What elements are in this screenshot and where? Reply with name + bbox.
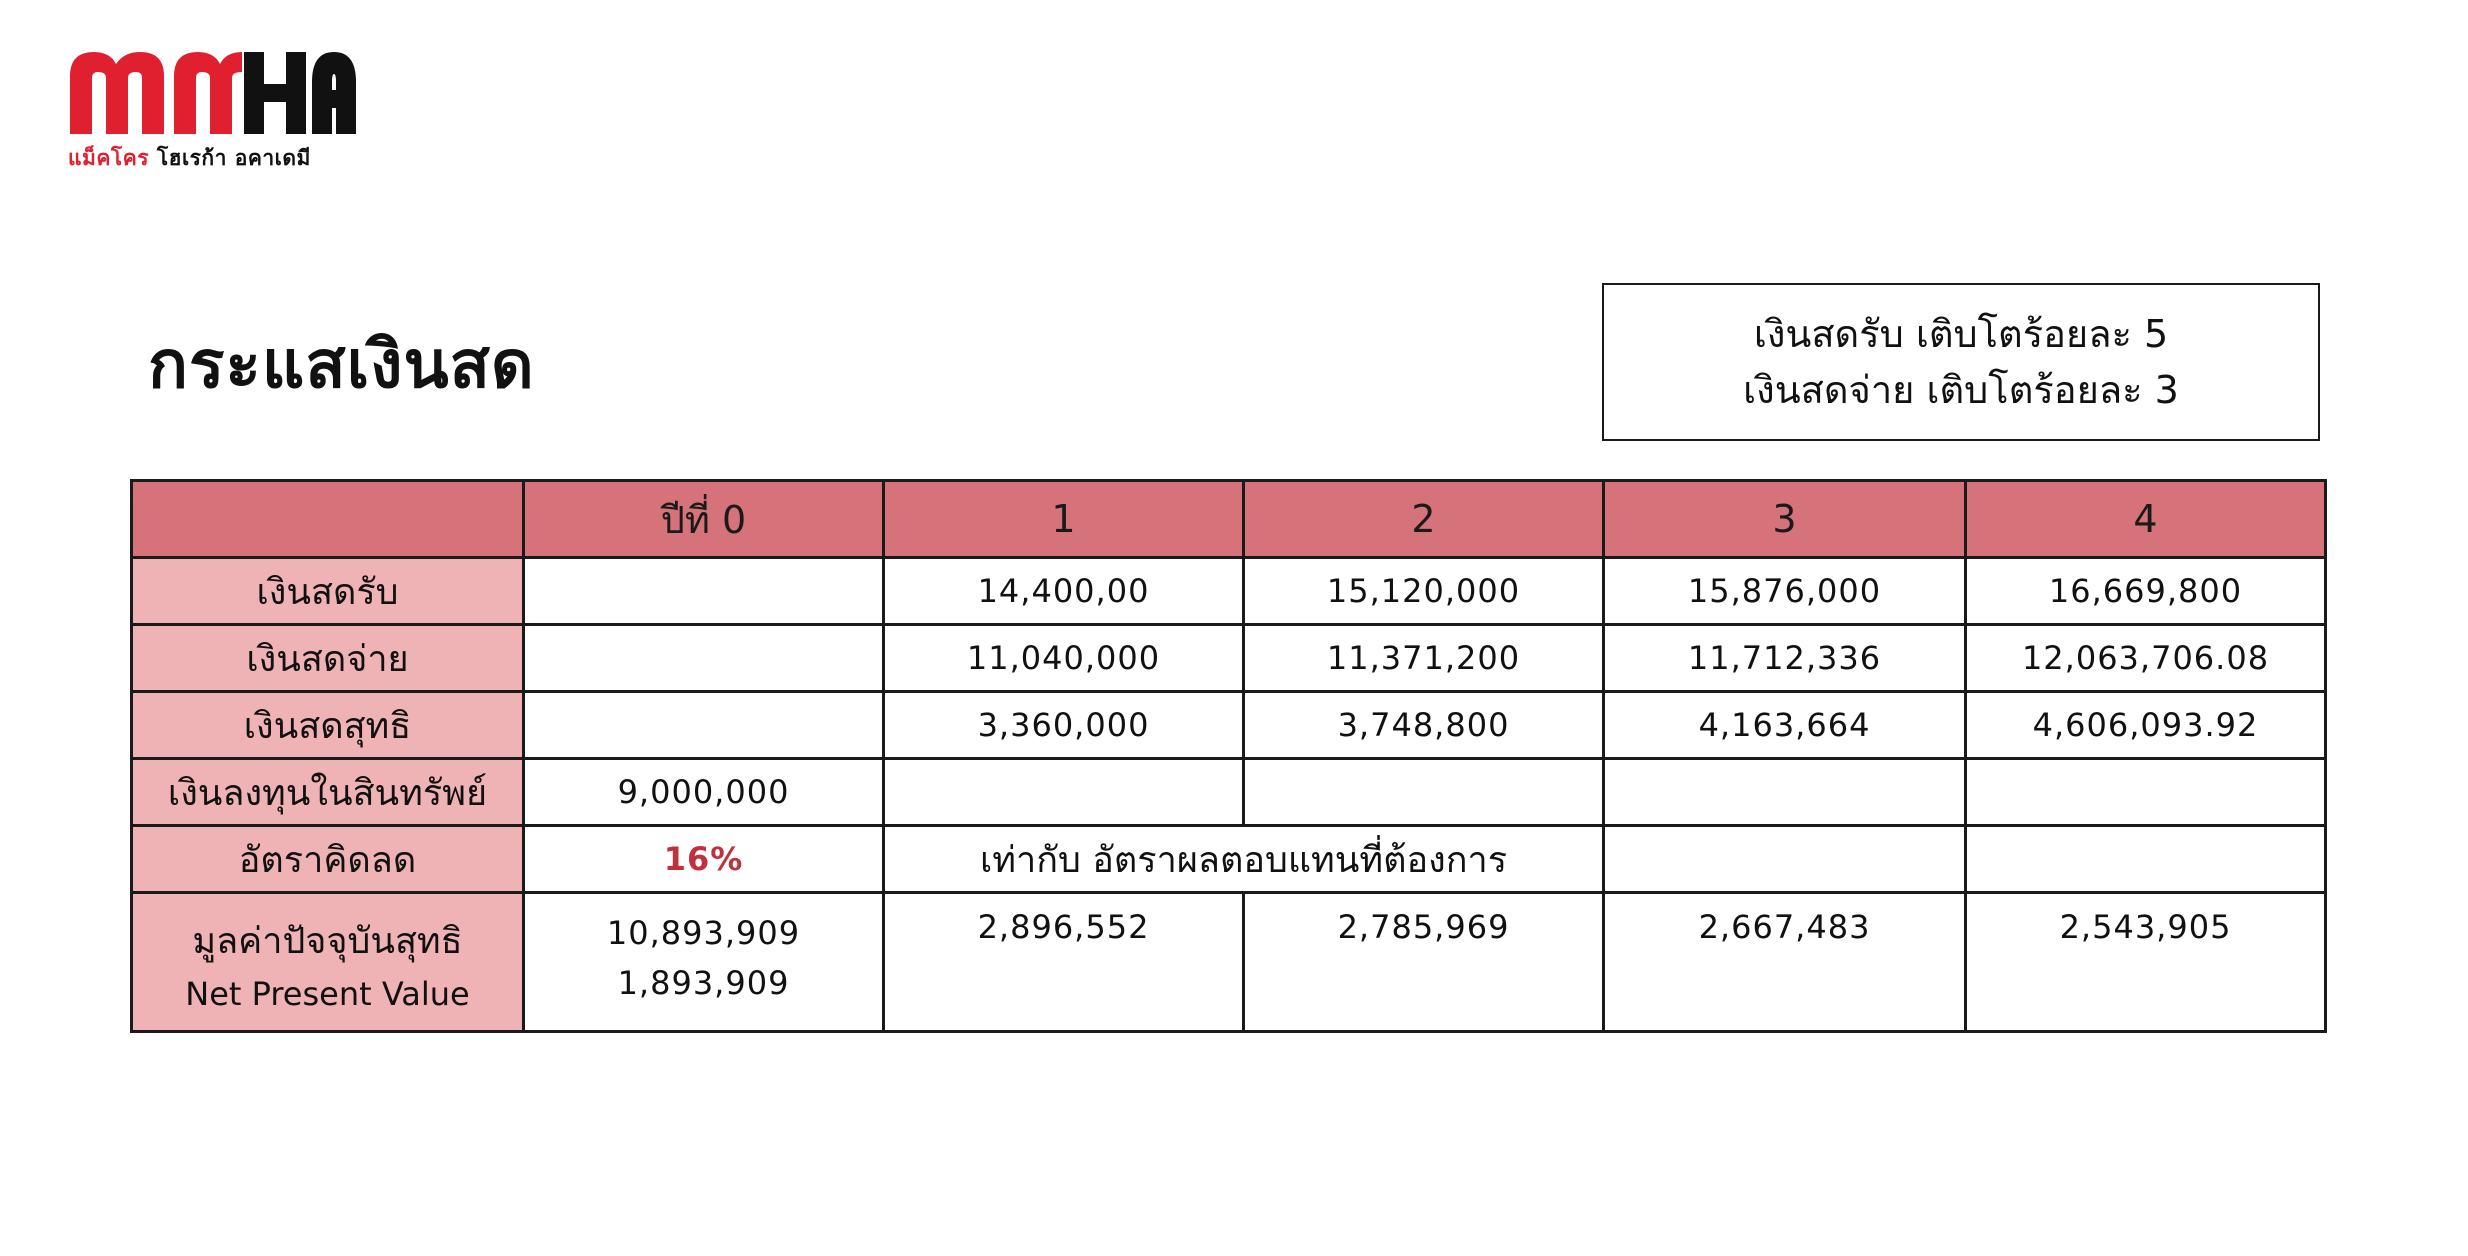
growth-note-line-2: เงินสดจ่าย เติบโตร้อยละ 3 [1743,368,2179,412]
header-cell-year-2: 2 [1244,481,1604,558]
table-cell: 4,606,093.92 [1966,692,2326,759]
table-cell: 16,669,800 [1966,558,2326,625]
table-cell [1966,759,2326,826]
row-label: เงินสดสุทธิ [132,692,524,759]
table-cell [1244,759,1604,826]
table-cell: 15,120,000 [1244,558,1604,625]
table-row-cash-outflow [132,625,2326,692]
header-cell-year-3: 3 [1604,481,1966,558]
logo-subtitle [68,142,311,175]
mha-logo [66,46,356,182]
table-cell: 3,360,000 [884,692,1244,759]
table-cell: 2,785,969 [1244,893,1604,1032]
table-cell: 12,063,706.08 [1966,625,2326,692]
header-cell-year-4: 4 [1966,481,2326,558]
npv-label-english: Net Present Value [185,974,470,1013]
npv-year-0-total: 10,893,909 [606,914,801,952]
table-row-asset-investment [132,759,2326,826]
discount-rate-value: 16% [524,826,884,893]
table-cell: 2,543,905 [1966,893,2326,1032]
table-cell: 14,400,00 [884,558,1244,625]
header-cell-year-1: 1 [884,481,1244,558]
row-label: เงินลงทุนในสินทรัพย์ [132,759,524,826]
table-row-net-cash [132,692,2326,759]
table-cell: 11,712,336 [1604,625,1966,692]
logo-subtitle-red: แม็คโคร [68,146,150,170]
npv-label-thai: มูลค่าปัจจุบันสุทธิ [192,920,463,962]
discount-rate-note: เท่ากับ อัตราผลตอบแทนที่ต้องการ [884,826,1604,893]
npv-year-0-net: 1,893,909 [617,964,790,1002]
growth-note-line-1: เงินสดรับ เติบโตร้อยละ 5 [1753,312,2169,356]
row-label: เงินสดรับ [132,558,524,625]
header-cell-label [132,481,524,558]
table-cell: 2,667,483 [1604,893,1966,1032]
table-row-cash-inflow [132,558,2326,625]
table-cell: 15,876,000 [1604,558,1966,625]
npv-year-0-cell [524,893,884,1032]
table-row-discount-rate [132,826,2326,893]
table-cell [524,692,884,759]
table-cell: 11,040,000 [884,625,1244,692]
table-cell [524,625,884,692]
table-cell: 4,163,664 [1604,692,1966,759]
table-cell [1604,759,1966,826]
cash-flow-table [130,479,2327,1033]
mha-logo-mark [66,46,356,136]
table-cell: 2,896,552 [884,893,1244,1032]
table-cell [884,759,1244,826]
page-title: กระแสเงินสด [148,326,535,403]
table-cell: 3,748,800 [1244,692,1604,759]
row-label: เงินสดจ่าย [132,625,524,692]
table-cell [1604,826,1966,893]
table-cell [1966,826,2326,893]
logo-subtitle-black: โฮเรก้า อคาเดมี [156,146,311,170]
header-cell-year-0: ปีที่ 0 [524,481,884,558]
growth-note-box [1602,283,2320,441]
table-cell: 11,371,200 [1244,625,1604,692]
table-cell: 9,000,000 [524,759,884,826]
row-label: อัตราคิดลด [132,826,524,893]
row-label-npv [132,893,524,1032]
table-row-npv [132,893,2326,1032]
table-header-row [132,481,2326,558]
table-cell [524,558,884,625]
